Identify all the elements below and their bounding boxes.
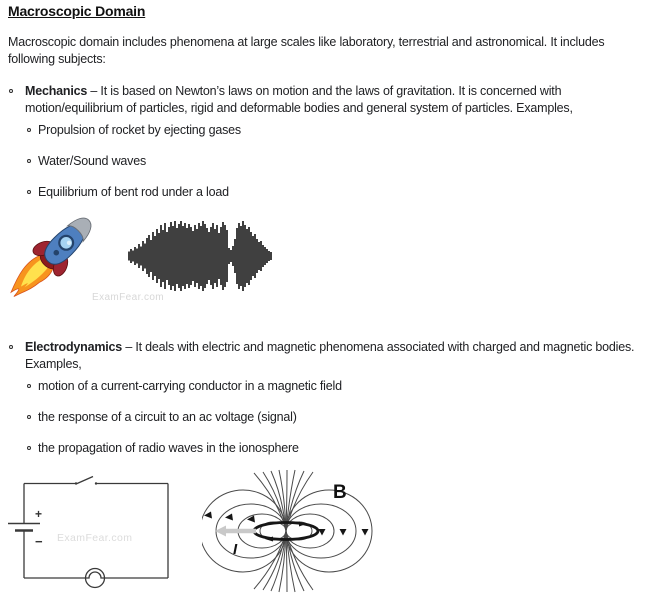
bullet-icon <box>27 128 31 132</box>
mechanics-line-2: motion/equilibrium of particles, rigid and deformable bodies and general system of particles. Examples, <box>25 101 573 115</box>
mechanics-line-1-rest: – It is based on Newton’s laws on motion and the laws of gravitation. It is concerned with <box>87 84 562 98</box>
bullet-icon <box>9 89 13 93</box>
mechanics-term: Mechanics <box>25 84 88 98</box>
battery-minus-label: − <box>35 534 43 549</box>
intro-paragraph <box>8 34 604 68</box>
electrodynamics-example-2: the response of a circuit to an ac voltage (signal) <box>38 410 297 424</box>
mechanics-item <box>25 83 573 117</box>
intro-line-1: Macroscopic domain includes phenomena at large scales like laboratory, terrestrial and astronomical. It includes <box>8 35 605 49</box>
electrodynamics-example-1: motion of a current-carrying conductor in a magnetic field <box>38 379 342 393</box>
electrodynamics-line-1-rest: – It deals with electric and magnetic phenomena associated with charged and magnetic bodies. <box>122 340 635 354</box>
electrodynamics-item <box>25 339 634 373</box>
page-title: Macroscopic Domain <box>8 3 146 19</box>
bullet-icon <box>9 345 13 349</box>
electrodynamics-term: Electrodynamics <box>25 340 123 354</box>
mechanics-line-1 <box>25 83 573 100</box>
watermark-text: ExamFear.com <box>57 532 133 544</box>
b-field-label: B <box>333 482 347 503</box>
battery-plus-label: + <box>35 507 42 521</box>
mechanics-example-3: Equilibrium of bent rod under a load <box>38 185 229 199</box>
mechanics-example-1: Propulsion of rocket by ejecting gases <box>38 123 241 137</box>
electrodynamics-line-1 <box>25 339 634 356</box>
rocket-illustration <box>4 208 106 312</box>
magnetic-field-diagram <box>202 468 374 602</box>
watermark-text: ExamFear.com <box>92 292 165 303</box>
sound-waveform-image <box>127 219 273 293</box>
intro-line-2: following subjects: <box>8 52 106 66</box>
switch-contact-dot <box>95 482 97 484</box>
mechanics-example-2: Water/Sound waves <box>38 154 146 168</box>
switch-pivot-dot <box>75 482 77 484</box>
bullet-icon <box>27 415 31 419</box>
bullet-icon <box>27 384 31 388</box>
bullet-icon <box>27 159 31 163</box>
current-label: I <box>233 541 237 558</box>
electrodynamics-line-2: Examples, <box>25 357 82 371</box>
circuit-diagram <box>0 470 180 602</box>
bullet-icon <box>27 446 31 450</box>
bullet-icon <box>27 190 31 194</box>
electrodynamics-example-3: the propagation of radio waves in the ionosphere <box>38 441 299 455</box>
